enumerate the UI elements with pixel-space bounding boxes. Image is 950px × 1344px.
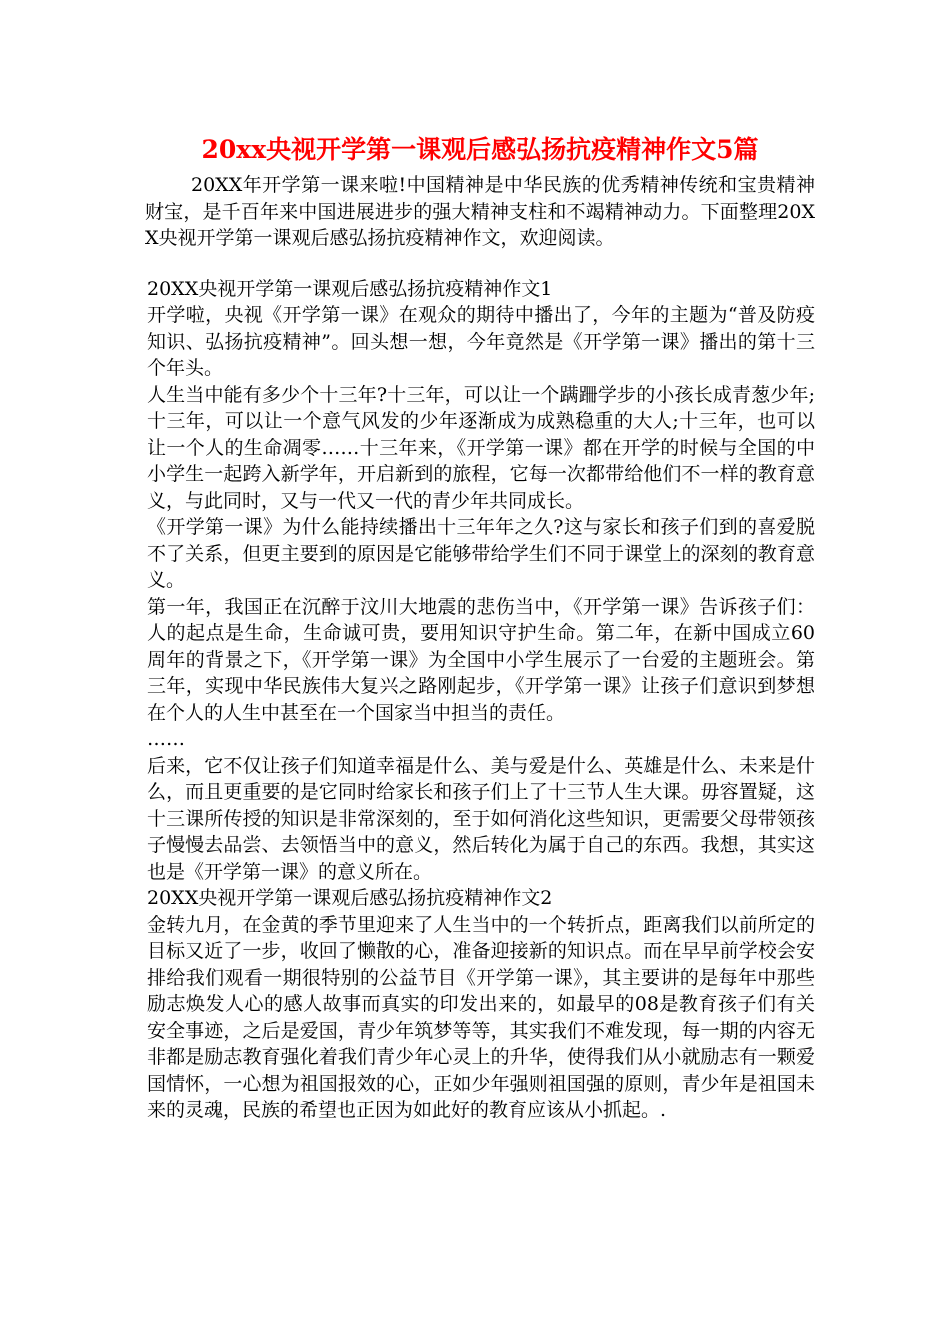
section-2 xyxy=(145,885,815,1124)
body-paragraph: 《开学第一课》为什么能持续播出十三年年之久?这与家长和孩子们到的喜爱脱不了关系，但更主要到的原因是它能够带给学生们不同于课堂上的深刻的教育意义。 xyxy=(147,516,815,591)
section-1 xyxy=(145,276,815,886)
body-paragraph: 开学啦，央视《开学第一课》在观众的期待中播出了，今年的主题为“普及防疫知识、弘扬抗疫精神”。回头想一想，今年竟然是《开学第一课》播出的第十三个年头。 xyxy=(147,304,815,379)
body-paragraph: 金转九月，在金黄的季节里迎来了人生当中的一个转折点，距离我们以前所定的目标又近了一步，收回了懒散的心，准备迎接新的知识点。而在早早前学校会安排给我们观看一期很特别的公益节目《开学第一课》，其主要讲的是每年中那些励志焕发人心的感人故事而真实的印发出来的，如最早的08是教育孩子们有关安全事迹，之后是爱国，青少年筑梦等等，其实我们不难发现，每一期的内容无非都是励志教育强化着我们青少年心灵上的升华，使得我们从小就励志有一颗爱国情怀，一心想为祖国报效的心，正如少年强则祖国强的原则，青少年是祖国未来的灵魂，民族的希望也正因为如此好的教育应该从小抓起。. xyxy=(147,913,815,1121)
body-paragraph: 第一年，我国正在沉醉于汶川大地震的悲伤当中，《开学第一课》告诉孩子们：人的起点是生命，生命诚可贵，要用知识守护生命。第二年，在新中国成立60周年的背景之下，《开学第一课》为全国中小学生展示了一台爱的主题班会。第三年，实现中华民族伟大复兴之路刚起步，《开学第一课》让孩子们意识到梦想在个人的人生中甚至在一个国家当中担当的责任。 xyxy=(147,595,815,724)
body-paragraph: 人生当中能有多少个十三年?十三年，可以让一个蹒跚学步的小孩长成青葱少年;十三年，可以让一个意气风发的少年逐渐成为成熟稳重的大人;十三年，也可以让一个人的生命凋零……十三年来，《开学第一课》都在开学的时候与全国的中小学生一起跨入新学年，开启新到的旅程，它每一次都带给他们不一样的教育意义，与此同时，又与一代又一代的青少年共同成长。 xyxy=(147,383,815,512)
intro-paragraph: 20XX年开学第一课来啦!中国精神是中华民族的优秀精神传统和宝贵精神财宝，是千百年来中国进展进步的强大精神支柱和不竭精神动力。下面整理20XX央视开学第一课观后感弘扬抗疫精神作文，欢迎阅读。 xyxy=(145,174,815,249)
body-paragraph: 后来，它不仅让孩子们知道幸福是什么、美与爱是什么、英雄是什么、未来是什么，而且更重要的是它同时给家长和孩子们上了十三节人生大课。毋容置疑，这十三课所传授的知识是非常深刻的，至于如何消化这些知识，更需要父母带领孩子慢慢去品尝、去领悟当中的意义，然后转化为属于自己的东西。我想，其实这也是《开学第一课》的意义所在。 xyxy=(147,754,815,883)
document-page xyxy=(145,132,815,1124)
section-gap xyxy=(145,252,815,276)
section-heading: 20XX央视开学第一课观后感弘扬抗疫精神作文2 xyxy=(147,887,553,909)
section-heading: 20XX央视开学第一课观后感弘扬抗疫精神作文1 xyxy=(147,277,553,300)
document-title: 20xx央视开学第一课观后感弘扬抗疫精神作文5篇 xyxy=(201,135,759,164)
ellipsis-paragraph: …… xyxy=(147,728,185,750)
